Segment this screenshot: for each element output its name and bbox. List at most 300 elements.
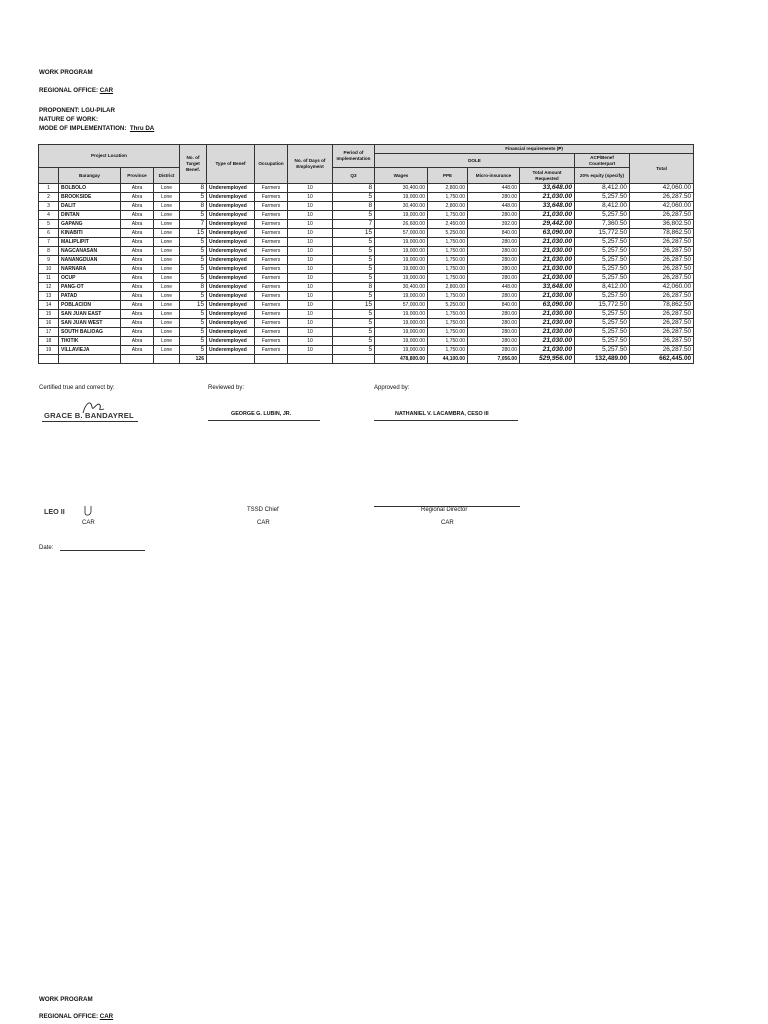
ppe-cell: 1,750.00: [428, 337, 468, 346]
wages-cell: 19,000.00: [375, 337, 428, 346]
province-cell: Abra: [121, 292, 154, 301]
row-number: 5: [39, 220, 59, 229]
wages-cell: 26,600.00: [375, 220, 428, 229]
q3-cell: 8: [333, 283, 375, 292]
table-row: [39, 238, 694, 247]
occupation-cell: Farmers: [255, 310, 288, 319]
occupation-cell: Farmers: [255, 337, 288, 346]
wages-cell: 57,000.00: [375, 301, 428, 310]
days-cell: 10: [288, 274, 333, 283]
barangay-cell: PATAD: [59, 292, 121, 301]
table-row: [39, 283, 694, 292]
ppe-cell: 1,750.00: [428, 238, 468, 247]
q3-cell: 5: [333, 238, 375, 247]
q3-cell: 5: [333, 274, 375, 283]
total-amount-cell: 63,090.00: [520, 301, 575, 310]
occupation-cell: Farmers: [255, 346, 288, 355]
table-row: [39, 292, 694, 301]
total-amount-cell: 21,030.00: [520, 247, 575, 256]
header-barangay: Barangay: [59, 168, 121, 184]
ppe-cell: 1,750.00: [428, 193, 468, 202]
q3-cell: 5: [333, 319, 375, 328]
barangay-cell: SAN JUAN EAST: [59, 310, 121, 319]
grand-total: 662,445.00: [630, 355, 694, 364]
reviewer-position: TSSD Chief: [247, 507, 279, 513]
wages-cell: 57,000.00: [375, 229, 428, 238]
mode-label: MODE OF IMPLEMENTATION:: [39, 125, 127, 132]
equity-cell: 5,257.50: [575, 238, 630, 247]
target-cell: 5: [180, 211, 207, 220]
ppe-cell: 1,750.00: [428, 265, 468, 274]
q3-cell: 5: [333, 310, 375, 319]
total-cell: 26,287.50: [630, 256, 694, 265]
province-cell: Abra: [121, 301, 154, 310]
type-benef-cell: Underemployed: [207, 310, 255, 319]
proponent: PROPONENT: LGU-PILAR: [39, 107, 115, 114]
row-number: 6: [39, 229, 59, 238]
approver-signature-line: [374, 420, 518, 421]
total-amount-cell: 21,030.00: [520, 265, 575, 274]
total-cell: 26,287.50: [630, 337, 694, 346]
district-cell: Lone: [154, 283, 180, 292]
wages-cell: 19,000.00: [375, 256, 428, 265]
header-no: [39, 168, 59, 184]
q3-cell: 15: [333, 229, 375, 238]
total-amount-requested: 529,956.00: [520, 355, 575, 364]
total-amount-cell: 21,030.00: [520, 193, 575, 202]
micro-insurance-cell: 280.00: [468, 319, 520, 328]
target-cell: 5: [180, 274, 207, 283]
occupation-cell: Farmers: [255, 247, 288, 256]
q3-cell: 5: [333, 292, 375, 301]
row-number: 4: [39, 211, 59, 220]
province-cell: Abra: [121, 202, 154, 211]
occupation-cell: Farmers: [255, 229, 288, 238]
type-benef-cell: Underemployed: [207, 256, 255, 265]
type-benef-cell: Underemployed: [207, 346, 255, 355]
district-cell: Lone: [154, 193, 180, 202]
district-cell: Lone: [154, 238, 180, 247]
row-number: 3: [39, 202, 59, 211]
type-benef-cell: Underemployed: [207, 301, 255, 310]
province-cell: Abra: [121, 346, 154, 355]
header-micro: Micro-insurance: [468, 168, 520, 184]
total-micro: 7,056.00: [468, 355, 520, 364]
target-cell: 15: [180, 301, 207, 310]
table-row: [39, 229, 694, 238]
total-cell: 26,287.50: [630, 238, 694, 247]
header-no-target: No. of Target Benef.: [180, 145, 207, 184]
micro-insurance-cell: 840.00: [468, 229, 520, 238]
total-cell: 26,287.50: [630, 247, 694, 256]
micro-insurance-cell: 448.00: [468, 283, 520, 292]
target-cell: 7: [180, 220, 207, 229]
barangay-cell: BROOKSIDE: [59, 193, 121, 202]
province-cell: Abra: [121, 193, 154, 202]
total-amount-cell: 21,030.00: [520, 319, 575, 328]
q3-cell: 8: [333, 184, 375, 193]
regional-office: [39, 87, 113, 94]
occupation-cell: Farmers: [255, 319, 288, 328]
table-row: [39, 247, 694, 256]
wages-cell: 19,000.00: [375, 319, 428, 328]
wages-cell: 30,400.00: [375, 283, 428, 292]
occupation-cell: Farmers: [255, 301, 288, 310]
header-project-location: Project Location: [39, 145, 180, 168]
target-cell: 5: [180, 193, 207, 202]
type-benef-cell: Underemployed: [207, 328, 255, 337]
row-number: 2: [39, 193, 59, 202]
barangay-cell: GAPANG: [59, 220, 121, 229]
reviewer-name: GEORGE G. LUBIN, JR.: [231, 411, 292, 417]
totals-row: [39, 355, 694, 364]
wages-cell: 19,000.00: [375, 328, 428, 337]
micro-insurance-cell: 280.00: [468, 256, 520, 265]
district-cell: Lone: [154, 229, 180, 238]
table-row: [39, 301, 694, 310]
ppe-cell: 1,750.00: [428, 256, 468, 265]
wages-cell: 19,000.00: [375, 310, 428, 319]
micro-insurance-cell: 280.00: [468, 265, 520, 274]
wages-cell: 19,000.00: [375, 193, 428, 202]
micro-insurance-cell: 280.00: [468, 193, 520, 202]
type-benef-cell: Underemployed: [207, 265, 255, 274]
days-cell: 10: [288, 346, 333, 355]
table-row: [39, 220, 694, 229]
days-cell: 10: [288, 292, 333, 301]
days-cell: 10: [288, 193, 333, 202]
table-row: [39, 265, 694, 274]
occupation-cell: Farmers: [255, 238, 288, 247]
micro-insurance-cell: 392.00: [468, 220, 520, 229]
total-amount-cell: 21,030.00: [520, 337, 575, 346]
barangay-cell: NANANGDUAN: [59, 256, 121, 265]
footer-regional-office-label: REGIONAL OFFICE:: [39, 1013, 99, 1020]
barangay-cell: PANG-OT: [59, 283, 121, 292]
date-label: Date:: [39, 545, 54, 551]
target-cell: 5: [180, 319, 207, 328]
nature-of-work: NATURE OF WORK:: [39, 116, 99, 123]
district-cell: Lone: [154, 202, 180, 211]
days-cell: 10: [288, 256, 333, 265]
occupation-cell: Farmers: [255, 193, 288, 202]
ppe-cell: 1,750.00: [428, 310, 468, 319]
province-cell: Abra: [121, 337, 154, 346]
table-row: [39, 184, 694, 193]
equity-cell: 5,257.50: [575, 274, 630, 283]
certifier-office: CAR: [82, 520, 95, 526]
barangay-cell: NARNARA: [59, 265, 121, 274]
ppe-cell: 1,750.00: [428, 319, 468, 328]
table-body: [39, 184, 694, 355]
equity-cell: 5,257.50: [575, 346, 630, 355]
q3-cell: 5: [333, 346, 375, 355]
total-amount-cell: 21,030.00: [520, 238, 575, 247]
equity-cell: 5,257.50: [575, 265, 630, 274]
barangay-cell: DALIT: [59, 202, 121, 211]
barangay-cell: MALIPLIPIT: [59, 238, 121, 247]
table-row: [39, 193, 694, 202]
row-number: 1: [39, 184, 59, 193]
days-cell: 10: [288, 301, 333, 310]
target-cell: 5: [180, 292, 207, 301]
type-benef-cell: Underemployed: [207, 211, 255, 220]
target-cell: 5: [180, 337, 207, 346]
occupation-cell: Farmers: [255, 328, 288, 337]
ppe-cell: 1,750.00: [428, 346, 468, 355]
district-cell: Lone: [154, 220, 180, 229]
reviewer-signature-line: [208, 420, 320, 421]
total-cell: 78,862.50: [630, 229, 694, 238]
regional-office-value: CAR: [99, 87, 114, 94]
micro-insurance-cell: 448.00: [468, 202, 520, 211]
total-amount-cell: 21,030.00: [520, 292, 575, 301]
header-ppe: PPE: [428, 168, 468, 184]
occupation-cell: Farmers: [255, 283, 288, 292]
total-cell: 42,060.00: [630, 283, 694, 292]
wages-cell: 19,000.00: [375, 265, 428, 274]
footer-title: WORK PROGRAM: [39, 996, 93, 1003]
q3-cell: 5: [333, 193, 375, 202]
province-cell: Abra: [121, 256, 154, 265]
q3-cell: 5: [333, 211, 375, 220]
district-cell: Lone: [154, 274, 180, 283]
mode-of-implementation: [39, 125, 154, 132]
reviewed-label: Reviewed by:: [208, 385, 245, 391]
occupation-cell: Farmers: [255, 211, 288, 220]
table-row: [39, 346, 694, 355]
equity-cell: 7,360.50: [575, 220, 630, 229]
row-number: 13: [39, 292, 59, 301]
occupation-cell: Farmers: [255, 274, 288, 283]
equity-cell: 5,257.50: [575, 310, 630, 319]
barangay-cell: NAGCANASAN: [59, 247, 121, 256]
ppe-cell: 1,750.00: [428, 328, 468, 337]
total-equity: 132,489.00: [575, 355, 630, 364]
district-cell: Lone: [154, 328, 180, 337]
certifier-signature-line: [42, 421, 138, 422]
table-row: [39, 328, 694, 337]
equity-cell: 15,772.50: [575, 229, 630, 238]
days-cell: 10: [288, 184, 333, 193]
equity-cell: 8,412.00: [575, 202, 630, 211]
total-amount-cell: 21,030.00: [520, 310, 575, 319]
approved-label: Approved by:: [374, 385, 410, 391]
district-cell: Lone: [154, 337, 180, 346]
total-cell: 42,060.00: [630, 184, 694, 193]
header-q3: Q3: [333, 168, 375, 184]
header-wages: Wages: [375, 168, 428, 184]
total-cell: 26,287.50: [630, 292, 694, 301]
total-amount-cell: 21,030.00: [520, 256, 575, 265]
header-equity: 20% equity (specify): [575, 168, 630, 184]
micro-insurance-cell: 280.00: [468, 328, 520, 337]
micro-insurance-cell: 280.00: [468, 274, 520, 283]
district-cell: Lone: [154, 319, 180, 328]
approver-position: Regional Director: [421, 507, 468, 513]
equity-cell: 8,412.00: [575, 283, 630, 292]
type-benef-cell: Underemployed: [207, 292, 255, 301]
header-total-amount: Total Amount Requested: [520, 168, 575, 184]
total-cell: 42,060.00: [630, 202, 694, 211]
footer-regional-office-value: CAR: [99, 1013, 114, 1020]
barangay-cell: VILLAVIEJA: [59, 346, 121, 355]
type-benef-cell: Underemployed: [207, 247, 255, 256]
target-cell: 8: [180, 202, 207, 211]
equity-cell: 5,257.50: [575, 292, 630, 301]
target-cell: 5: [180, 310, 207, 319]
district-cell: Lone: [154, 301, 180, 310]
certifier-position: LEO II: [44, 507, 65, 516]
row-number: 16: [39, 319, 59, 328]
province-cell: Abra: [121, 238, 154, 247]
target-cell: 5: [180, 265, 207, 274]
total-amount-cell: 21,030.00: [520, 211, 575, 220]
micro-insurance-cell: 280.00: [468, 247, 520, 256]
total-amount-cell: 33,648.00: [520, 202, 575, 211]
total-amount-cell: 21,030.00: [520, 274, 575, 283]
type-benef-cell: Underemployed: [207, 319, 255, 328]
q3-cell: 7: [333, 220, 375, 229]
total-cell: 26,287.50: [630, 346, 694, 355]
wages-cell: 19,000.00: [375, 247, 428, 256]
province-cell: Abra: [121, 184, 154, 193]
total-amount-cell: 33,648.00: [520, 283, 575, 292]
district-cell: Lone: [154, 265, 180, 274]
target-cell: 8: [180, 184, 207, 193]
micro-insurance-cell: 840.00: [468, 301, 520, 310]
ppe-cell: 2,800.00: [428, 283, 468, 292]
table-row: [39, 202, 694, 211]
row-number: 11: [39, 274, 59, 283]
district-cell: Lone: [154, 184, 180, 193]
barangay-cell: DINTAN: [59, 211, 121, 220]
total-amount-cell: 29,442.00: [520, 220, 575, 229]
row-number: 9: [39, 256, 59, 265]
equity-cell: 5,257.50: [575, 193, 630, 202]
row-number: 18: [39, 337, 59, 346]
target-cell: 5: [180, 256, 207, 265]
q3-cell: 5: [333, 337, 375, 346]
wages-cell: 19,000.00: [375, 292, 428, 301]
days-cell: 10: [288, 247, 333, 256]
equity-cell: 5,257.50: [575, 211, 630, 220]
province-cell: Abra: [121, 283, 154, 292]
days-cell: 10: [288, 202, 333, 211]
district-cell: Lone: [154, 292, 180, 301]
days-cell: 10: [288, 319, 333, 328]
barangay-cell: TIKITIK: [59, 337, 121, 346]
target-cell: 5: [180, 328, 207, 337]
barangay-cell: BOLBOLO: [59, 184, 121, 193]
total-cell: 26,287.50: [630, 265, 694, 274]
row-number: 15: [39, 310, 59, 319]
ppe-cell: 2,450.00: [428, 220, 468, 229]
micro-insurance-cell: 448.00: [468, 184, 520, 193]
province-cell: Abra: [121, 328, 154, 337]
days-cell: 10: [288, 220, 333, 229]
target-cell: 5: [180, 247, 207, 256]
ppe-cell: 2,800.00: [428, 184, 468, 193]
occupation-cell: Farmers: [255, 256, 288, 265]
header-province: Province: [121, 168, 154, 184]
equity-cell: 8,412.00: [575, 184, 630, 193]
province-cell: Abra: [121, 274, 154, 283]
q3-cell: 5: [333, 256, 375, 265]
province-cell: Abra: [121, 220, 154, 229]
total-amount-cell: 63,090.00: [520, 229, 575, 238]
initial-mark-icon: [82, 504, 94, 518]
days-cell: 10: [288, 238, 333, 247]
type-benef-cell: Underemployed: [207, 238, 255, 247]
work-program-table: [38, 144, 694, 364]
barangay-cell: OCUP: [59, 274, 121, 283]
district-cell: Lone: [154, 346, 180, 355]
q3-cell: 5: [333, 265, 375, 274]
table-row: [39, 211, 694, 220]
row-number: 14: [39, 301, 59, 310]
total-cell: 26,287.50: [630, 211, 694, 220]
type-benef-cell: Underemployed: [207, 274, 255, 283]
days-cell: 10: [288, 337, 333, 346]
province-cell: Abra: [121, 247, 154, 256]
days-cell: 10: [288, 283, 333, 292]
total-cell: 36,802.50: [630, 220, 694, 229]
days-cell: 10: [288, 229, 333, 238]
certified-label: Certified true and correct by:: [39, 385, 115, 391]
wages-cell: 19,000.00: [375, 346, 428, 355]
ppe-cell: 1,750.00: [428, 292, 468, 301]
target-cell: 8: [180, 283, 207, 292]
total-cell: 26,287.50: [630, 328, 694, 337]
total-target: 126: [180, 355, 207, 364]
mode-value: Thru DA: [129, 125, 155, 132]
ppe-cell: 2,800.00: [428, 202, 468, 211]
occupation-cell: Farmers: [255, 184, 288, 193]
reviewer-office: CAR: [257, 520, 270, 526]
equity-cell: 5,257.50: [575, 328, 630, 337]
equity-cell: 5,257.50: [575, 319, 630, 328]
barangay-cell: POBLACION: [59, 301, 121, 310]
ppe-cell: 5,250.00: [428, 229, 468, 238]
micro-insurance-cell: 280.00: [468, 346, 520, 355]
occupation-cell: Farmers: [255, 292, 288, 301]
type-benef-cell: Underemployed: [207, 283, 255, 292]
micro-insurance-cell: 280.00: [468, 238, 520, 247]
days-cell: 10: [288, 211, 333, 220]
table-row: [39, 274, 694, 283]
document-title: WORK PROGRAM: [39, 69, 93, 76]
table-row: [39, 310, 694, 319]
total-amount-cell: 21,030.00: [520, 328, 575, 337]
table-row: [39, 319, 694, 328]
micro-insurance-cell: 280.00: [468, 310, 520, 319]
occupation-cell: Farmers: [255, 265, 288, 274]
total-cell: 26,287.50: [630, 274, 694, 283]
target-cell: 5: [180, 346, 207, 355]
q3-cell: 5: [333, 328, 375, 337]
district-cell: Lone: [154, 247, 180, 256]
wages-cell: 30,400.00: [375, 202, 428, 211]
row-number: 7: [39, 238, 59, 247]
barangay-cell: SOUTH BALIOAG: [59, 328, 121, 337]
total-ppe: 44,100.00: [428, 355, 468, 364]
total-cell: 78,862.50: [630, 301, 694, 310]
regional-office-label: REGIONAL OFFICE:: [39, 87, 99, 94]
days-cell: 10: [288, 265, 333, 274]
header-period: Period of Implementation: [333, 145, 375, 168]
wages-cell: 19,000.00: [375, 274, 428, 283]
